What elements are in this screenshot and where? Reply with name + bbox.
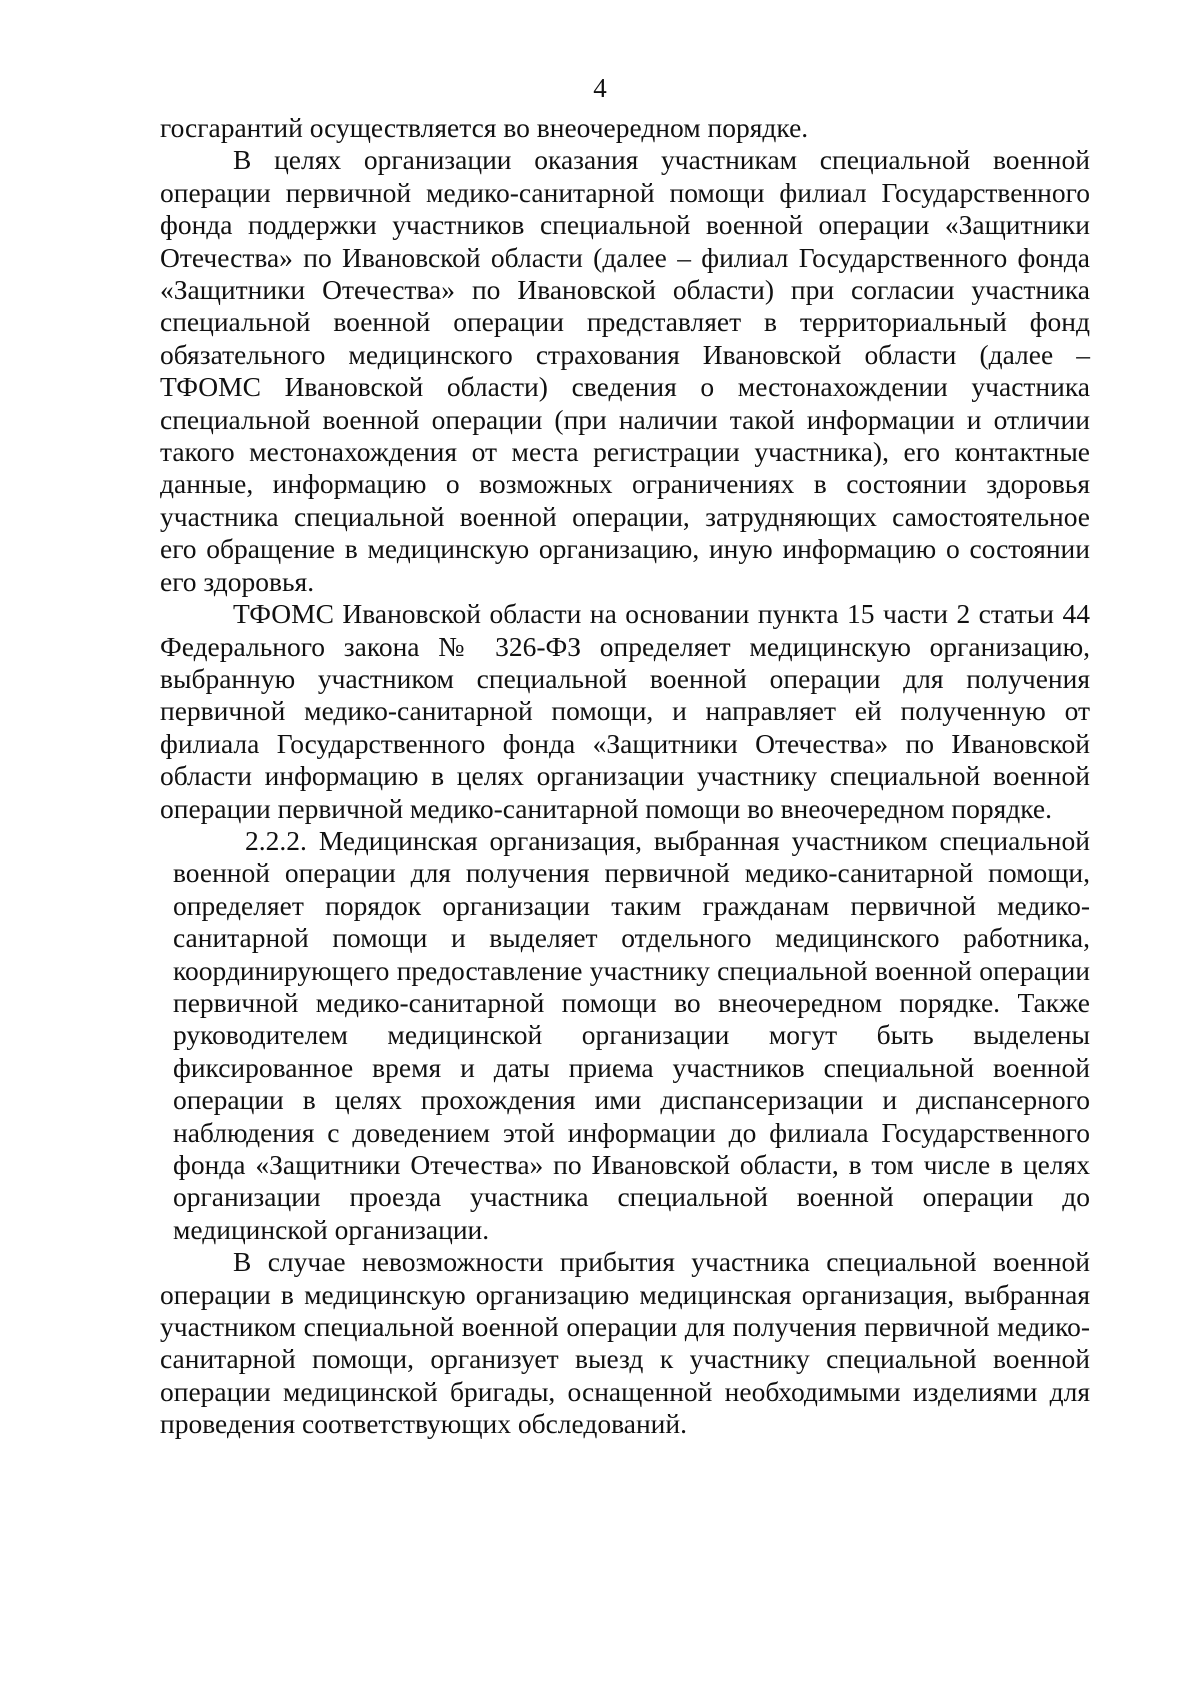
paragraph-tfoms-determination: ТФОМС Ивановской области на основании пункта 15 части 2 статьи 44 Федерального закона № 326-ФЗ определяет медицинскую организацию, выбранную участником специальной военной операции для получения первичной медико-санитарной помощи, и направляет ей полученную от филиала Государственного фонда «Защитники Отечества» по Ивановской области информацию в целях организации участнику специальной военной операции первичной медико-санитарной помощи во внеочередном порядке. — [160, 598, 1090, 824]
paragraph-svo-info-transfer: В целях организации оказания участникам специальной военной операции первичной медико-санитарной помощи филиал Государственного фонда поддержки участников специальной военной операции «Защитники Отечества» по Ивановской области (далее – филиал Государственного фонда «Защитники Отечества» по Ивановской области) при согласии участника специальной военной операции представляет в территориальный фонд обязательного медицинского страхования Ивановской области (далее – ТФОМС Ивановской области) сведения о местонахождении участника специальной военной операции (при наличии такой информации и отличии такого местонахождения от места регистрации участника), его контактные данные, информацию о возможных ограничениях в состоянии здоровья участника специальной военной операции, затрудняющих самостоятельное его обращение в медицинскую организацию, иную информацию о состоянии его здоровья. — [160, 144, 1090, 597]
document-body — [160, 112, 1090, 1441]
paragraph-2-2-2: 2.2.2. Медицинская организация, выбранная участником специальной военной операции для получения первичной медико-санитарной помощи, определяет порядок организации таким гражданам первичной медико-санитарной помощи и выделяет отдельного медицинского работника, координирующего предоставление участнику специальной военной операции первичной медико-санитарной помощи во внеочередном порядке. Также руководителем медицинской организации могут быть выделены фиксированное время и даты приема участников специальной военной операции в целях прохождения ими диспансеризации и диспансерного наблюдения с доведением этой информации до филиала Государственного фонда «Защитники Отечества» по Ивановской области, в том числе в целях организации проезда участника специальной военной операции до медицинской организации. — [173, 824, 1090, 1245]
paragraph-continuation: госгарантий осуществляется во внеочередном порядке. — [160, 112, 809, 143]
page-number: 4 — [593, 73, 607, 103]
paragraph-home-visit: В случае невозможности прибытия участника специальной военной операции в медицинскую организацию медицинская организация, выбранная участником специальной военной операции для получения первичной медико-санитарной помощи, организует выезд к участнику специальной военной операции медицинской бригады, оснащенной необходимыми изделиями для проведения соответствующих обследований. — [160, 1246, 1090, 1440]
